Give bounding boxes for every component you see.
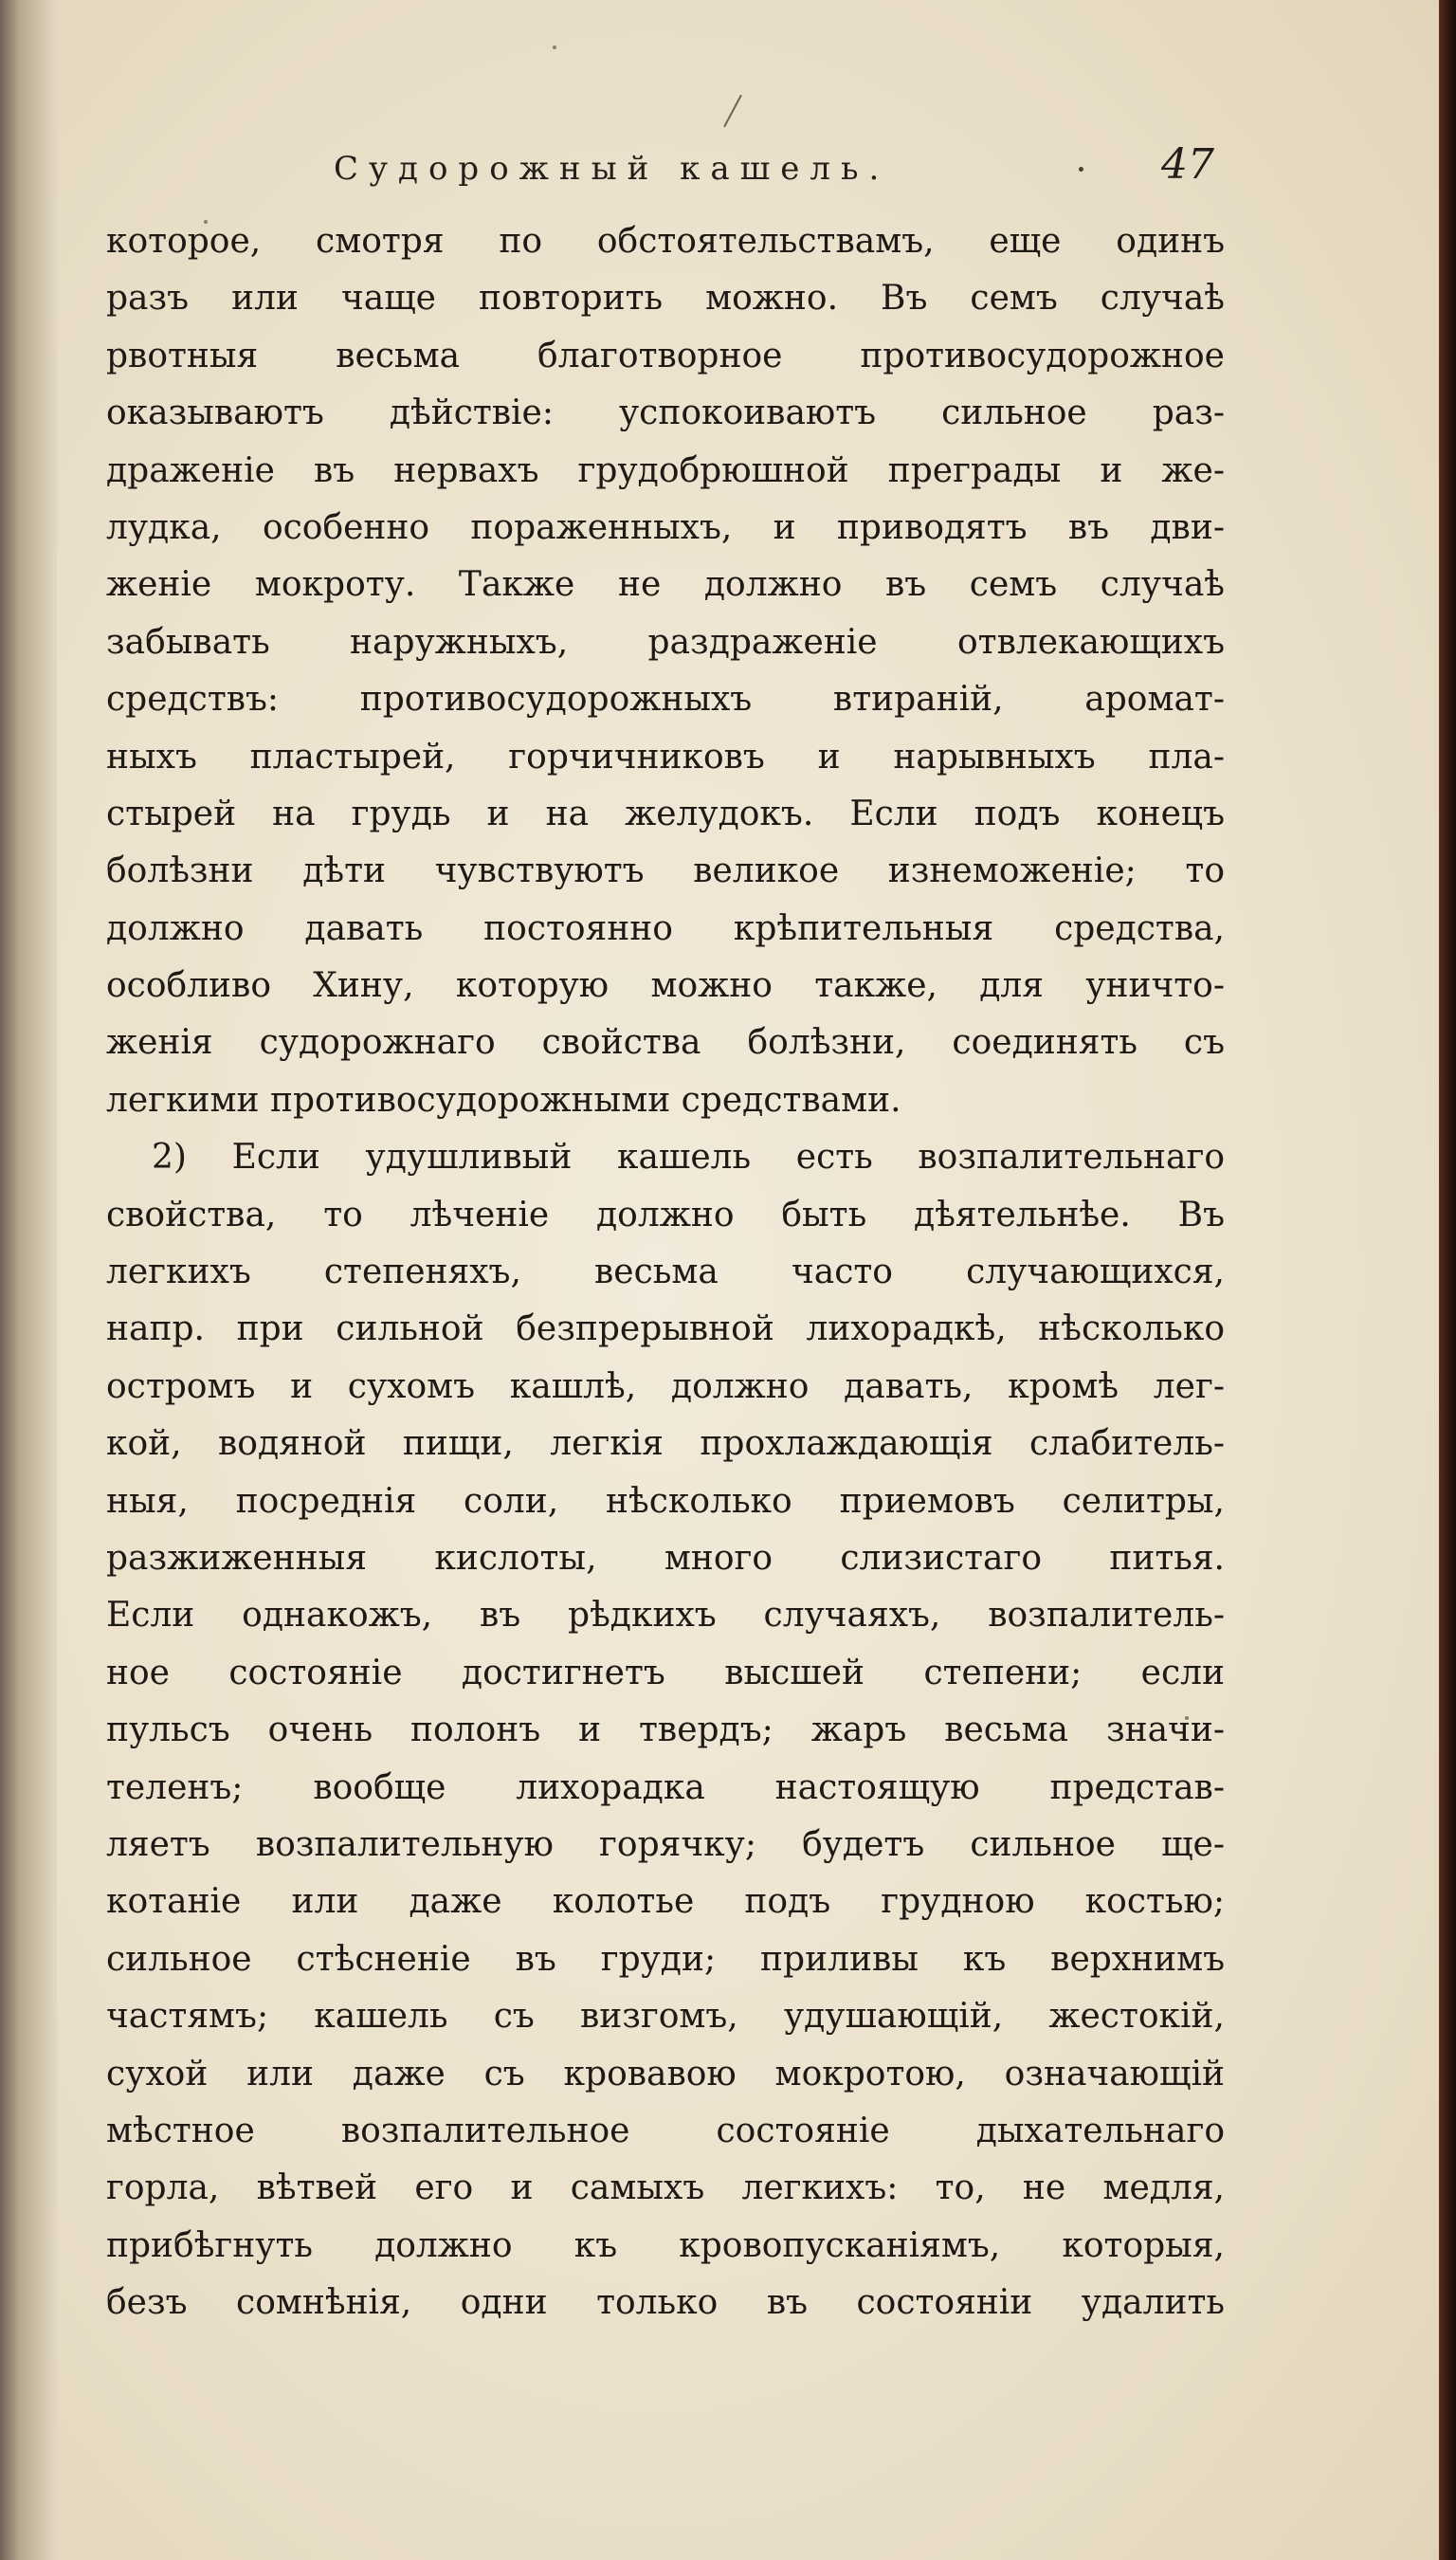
text-line: безъ сомнѣнія, одни только въ состояніи удалить [106,2283,1225,2323]
text-line: сухой или даже съ кровавою мокротою, означающій [106,2054,1225,2094]
running-head: Судорожный кашель. [334,150,890,188]
text-line: кой, водяной пищи, легкія прохлаждающія слабитель- [106,1424,1225,1464]
text-line: легкихъ степеняхъ, весьма часто случающихся, [106,1253,1225,1292]
text-line: свойства, то лѣченіе должно быть дѣятельнѣе. Въ [106,1195,1225,1234]
text-line: котаніе или даже колотье подъ грудною костью; [106,1882,1225,1922]
text-line: особливо Хину, которую можно также, для уничто- [106,966,1225,1006]
text-line: болѣзни дѣти чувствуютъ великое изнеможеніе; то [106,851,1225,891]
text-line: разжиженныя кислоты, много слизистаго питья. [106,1538,1225,1578]
text-line: мѣстное возпалительное состояніе дыхательнаго [106,2111,1225,2150]
text-line: стырей на грудь и на желудокъ. Если подъ конецъ [106,794,1225,833]
paragraph-first-line: 2) Если удушливый кашель есть возпалительнаго [152,1138,1225,1178]
text-line: пульсъ очень полонъ и твердъ; жаръ весьма значи- [106,1710,1225,1750]
text-line: Если однакожъ, въ рѣдкихъ случаяхъ, возпалитель- [106,1596,1225,1636]
paragraph-last-line: легкими противосудорожными средствами. [106,1080,901,1120]
text-line: остромъ и сухомъ кашлѣ, должно давать, кромѣ лег- [106,1366,1225,1406]
paper-speck [553,46,556,49]
text-line: рвотныя весьма благотворное противосудорожное [106,336,1225,375]
text-line: забывать наружныхъ, раздраженіе отвлекающихъ [106,622,1225,662]
text-line: должно давать постоянно крѣпительныя средства, [106,908,1225,948]
text-line: женія судорожнаго свойства болѣзни, соединять съ [106,1023,1225,1063]
text-line: прибѣгнуть должно къ кровопусканіямъ, которыя, [106,2225,1225,2265]
text-line: ляетъ возпалительную горячку; будетъ сильное ще- [106,1824,1225,1864]
text-line: частямъ; кашель съ визгомъ, удушающій, жестокій, [106,1997,1225,2037]
text-line: лудка, особенно пораженныхъ, и приводятъ въ дви- [106,507,1225,547]
header-dot [1079,167,1083,172]
body-text [106,213,1225,2331]
text-line: оказываютъ дѣйствіе: успокоиваютъ сильное раз- [106,393,1225,433]
text-line: ное состояніе достигнетъ высшей степени; если [106,1653,1225,1692]
text-line: ныя, посреднія соли, нѣсколько приемовъ селитры, [106,1481,1225,1521]
text-line: напр. при сильной безпрерывной лихорадкѣ, нѣсколько [106,1309,1225,1349]
text-line: женіе мокроту. Также не должно въ семъ случаѣ [106,565,1225,605]
text-line: ныхъ пластырей, горчичниковъ и нарывныхъ пла- [106,737,1225,777]
text-line: горла, вѣтвей его и самыхъ легкихъ: то, не медля, [106,2168,1225,2208]
text-line: теленъ; вообще лихорадка настоящую представ- [106,1767,1225,1807]
page-gutter-shadow [0,0,57,2560]
page-header [0,133,1456,209]
page-number: 47 [1161,140,1214,189]
text-line: сильное стѣсненіе въ груди; приливы къ верхнимъ [106,1939,1225,1979]
text-line: драженіе въ нервахъ грудобрюшной преграды и же- [106,450,1225,490]
text-line: разъ или чаще повторить можно. Въ семъ случаѣ [106,279,1225,319]
pencil-mark [723,95,742,127]
book-spine-edge [1439,0,1456,2560]
text-line: которое, смотря по обстоятельствамъ, еще одинъ [106,222,1225,261]
text-line: средствъ: противосудорожныхъ втираній, аромат- [106,680,1225,720]
